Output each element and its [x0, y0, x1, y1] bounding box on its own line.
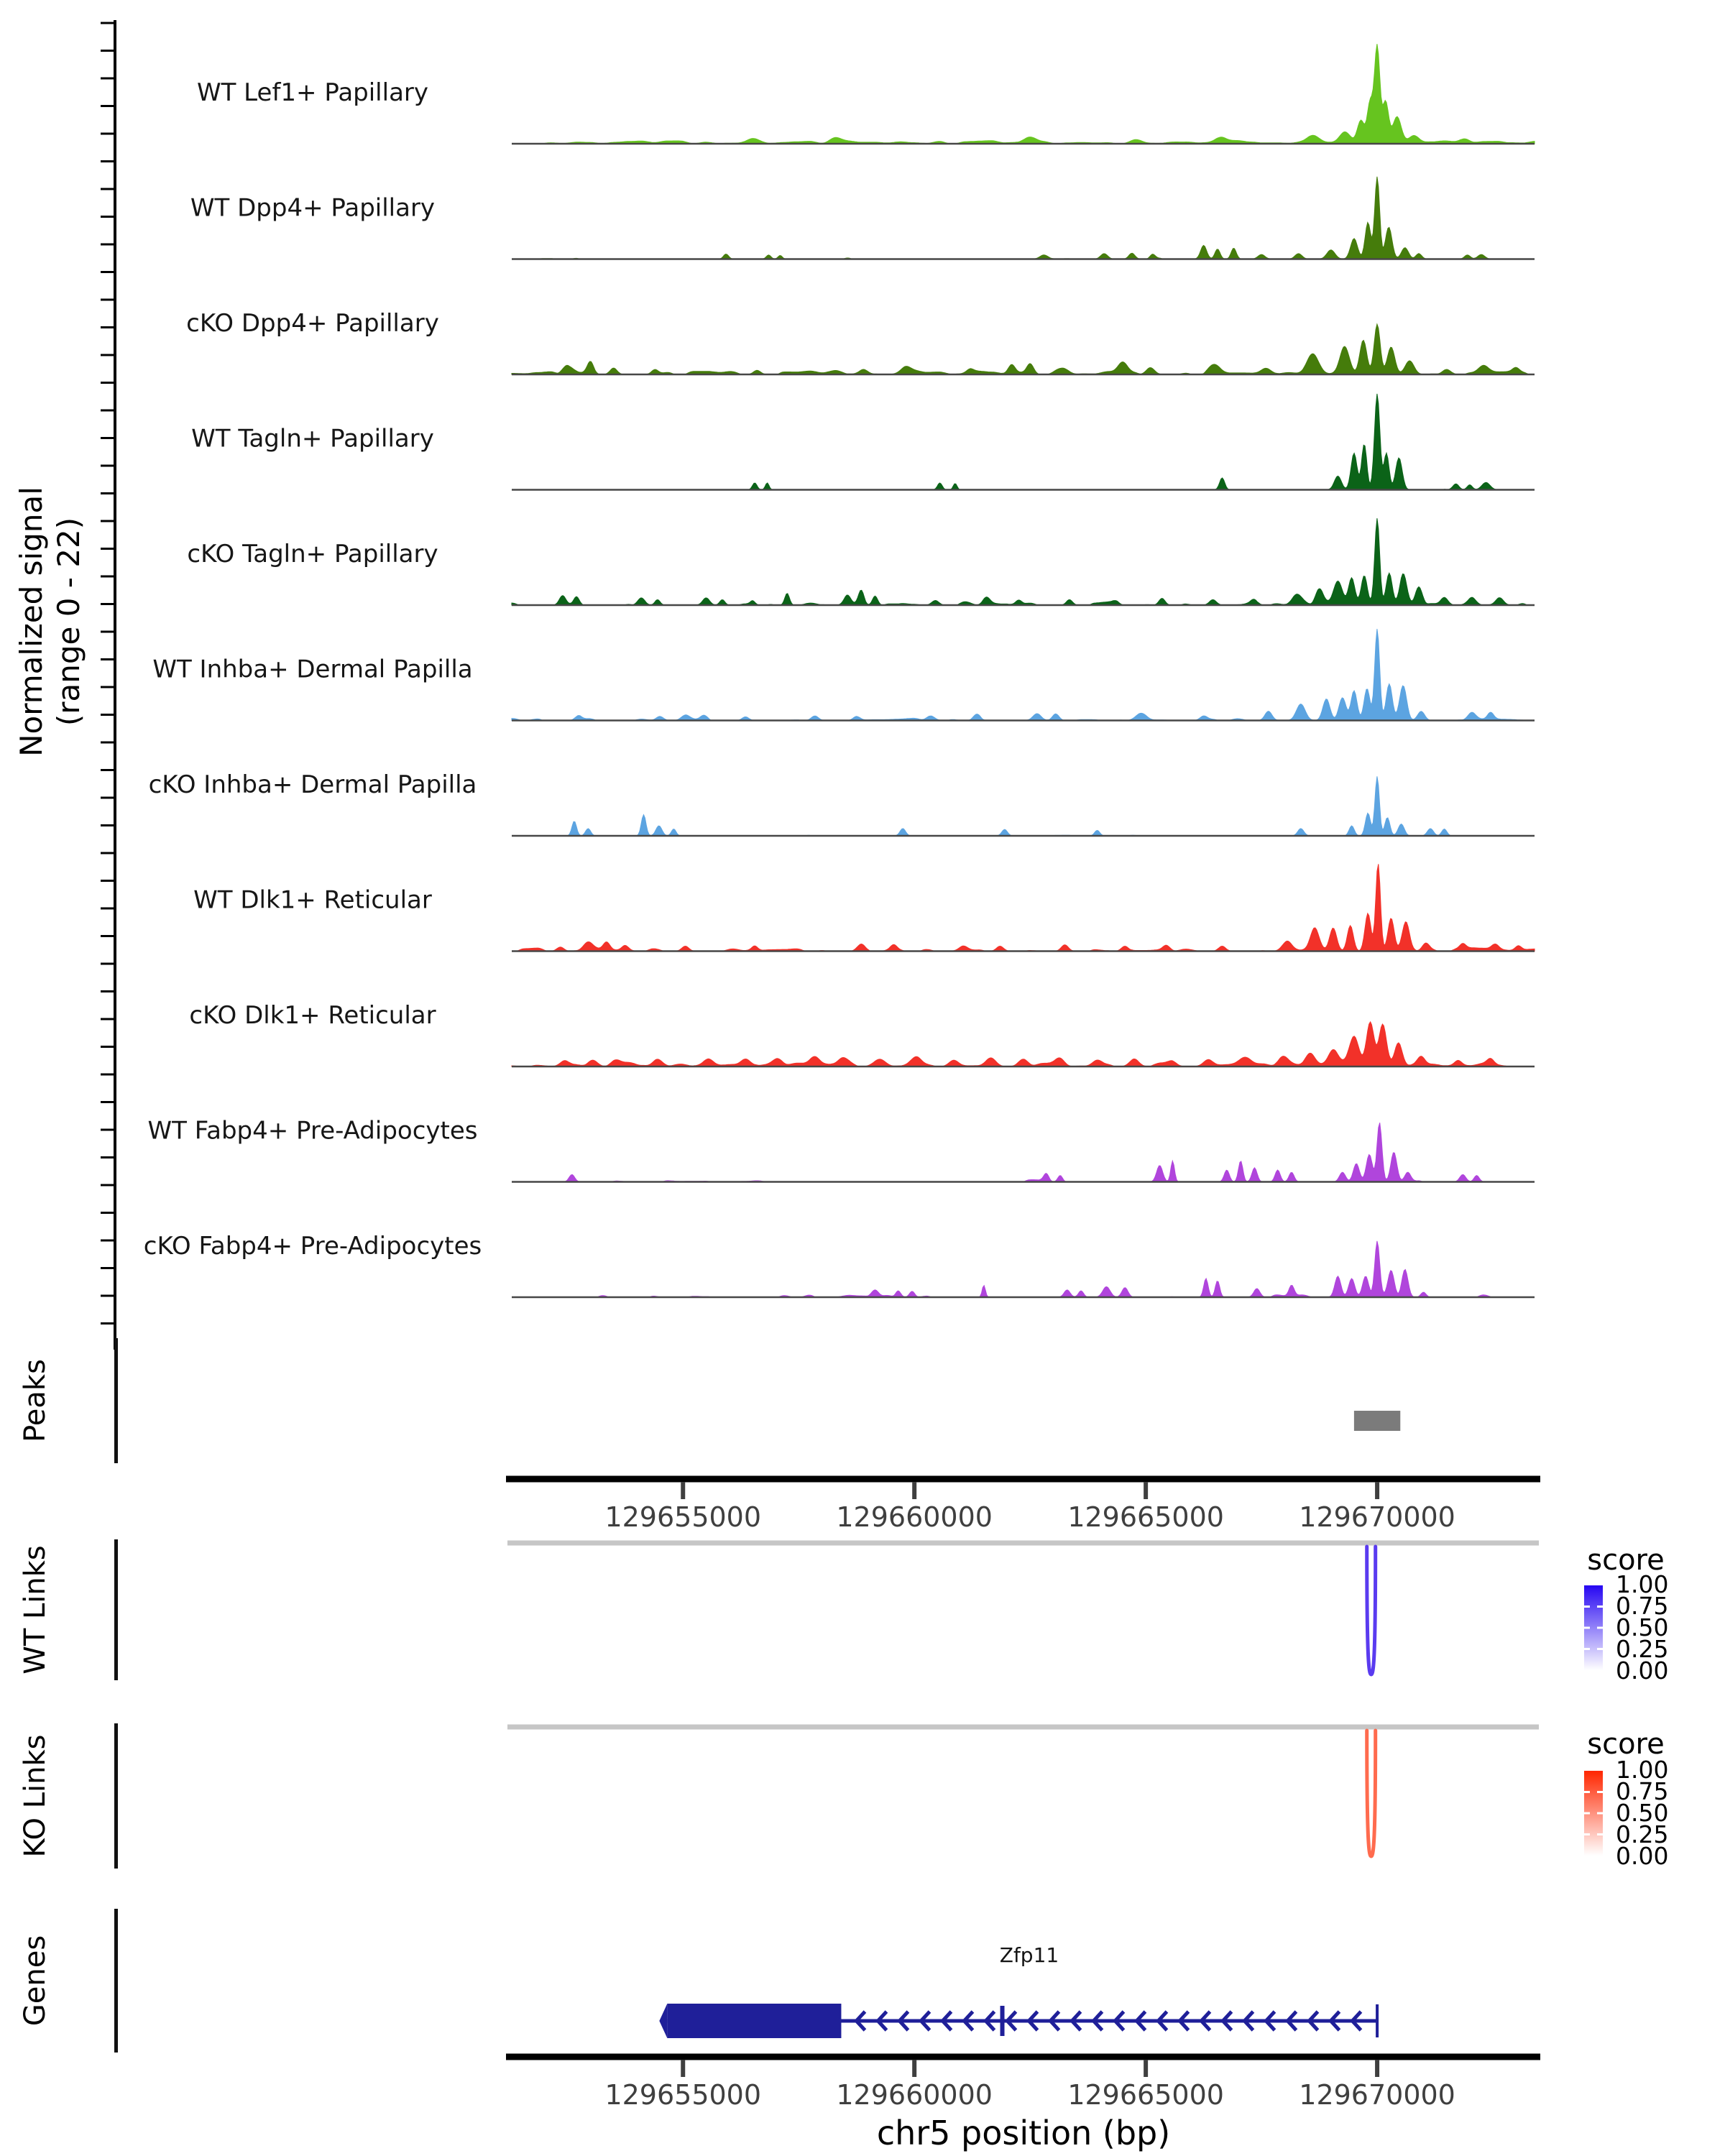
track-label-1: WT Lef1+ Papillary: [196, 78, 429, 107]
peak-interval-box: [1354, 1411, 1400, 1431]
wt-score-legend-tick-label: 0.75: [1616, 1592, 1669, 1620]
x-axis-lower-group: [506, 2054, 1540, 2111]
x-axis-tick-label: 129655000: [604, 2079, 762, 2111]
track-label-11: cKO Fabp4+ Pre-Adipocytes: [143, 1232, 482, 1261]
wt-score-legend-tick-label: 0.50: [1616, 1613, 1669, 1641]
wt-score-legend-bar-tick: [1584, 1606, 1590, 1608]
ko-score-legend-bar-tick: [1597, 1812, 1603, 1815]
track-label-5: cKO Tagln+ Papillary: [187, 540, 438, 568]
track-label-10: WT Fabp4+ Pre-Adipocytes: [147, 1116, 478, 1146]
ko-links-link-spike: [1367, 1731, 1376, 1856]
ko-score-legend-bar-tick: [1597, 1791, 1603, 1793]
ko-score-legend-tick-label: 0.00: [1616, 1842, 1669, 1870]
x-axis-tick-label: 129660000: [836, 1501, 993, 1533]
x-axis-upper-group: [506, 1476, 1540, 1534]
x-axis-label: chr5 position (bp): [876, 2114, 1171, 2152]
y-axis-spine-group: [101, 20, 115, 1350]
gene-small-exon-tick: [1000, 2006, 1005, 2036]
ko-links-group: [507, 1727, 1539, 1856]
track-label-6: WT Inhba+ Dermal Papilla: [152, 655, 473, 684]
signal-area-9: [512, 1022, 1535, 1067]
signal-area-4: [512, 394, 1535, 490]
track-label-2: WT Dpp4+ Papillary: [190, 193, 436, 223]
gene-tss-bar: [1376, 2004, 1379, 2037]
signal-area-5: [512, 518, 1535, 605]
wt-links-group: [507, 1543, 1539, 1674]
gene-model-group: [659, 2004, 1379, 2038]
x-axis-line: [506, 1476, 1540, 1483]
ko-score-legend-bar-tick: [1584, 1812, 1590, 1815]
wt-score-legend-group: [1584, 1570, 1668, 1685]
ko-score-legend-title: score: [1587, 1728, 1665, 1761]
wt-score-legend-bar-tick: [1597, 1648, 1603, 1650]
track-label-3: cKO Dpp4+ Papillary: [186, 309, 439, 338]
gene-exon-left-tip: [659, 2004, 667, 2038]
track-label-7: cKO Inhba+ Dermal Papilla: [148, 770, 477, 799]
wt-score-legend-tick-label: 1.00: [1616, 1570, 1669, 1598]
track-label-9: cKO Dlk1+ Reticular: [189, 1001, 436, 1030]
signal-area-2: [512, 177, 1535, 259]
ko-links-section-label: KO Links: [19, 1734, 52, 1858]
x-axis-tick-label: 129655000: [604, 1501, 762, 1533]
gene-name-label: Zfp11: [999, 1943, 1059, 1967]
x-axis-tick-label: 129665000: [1067, 1501, 1224, 1533]
wt-score-legend-bar-tick: [1584, 1627, 1590, 1629]
x-axis-line: [506, 2054, 1540, 2060]
track-label-4: WT Tagln+ Papillary: [191, 424, 434, 453]
signal-tracks-group: [144, 44, 1535, 1297]
wt-score-legend-bar-tick: [1597, 1627, 1603, 1629]
wt-score-legend-tick-label: 0.00: [1616, 1657, 1669, 1685]
signal-area-6: [512, 629, 1535, 720]
gene-exon-box: [667, 2004, 841, 2038]
signal-area-11: [512, 1241, 1535, 1297]
ko-score-legend-bar-tick: [1597, 1833, 1603, 1835]
peaks-section-label: Peaks: [19, 1359, 52, 1442]
y-axis-label-line1: Normalized signal: [14, 487, 49, 757]
wt-links-section-label: WT Links: [19, 1545, 52, 1674]
signal-area-3: [512, 324, 1535, 374]
genes-section-label: Genes: [19, 1935, 52, 2027]
y-axis-label-line2: (range 0 - 22): [51, 517, 86, 727]
wt-score-legend-tick-label: 0.25: [1616, 1635, 1669, 1663]
ko-score-legend-tick-label: 0.75: [1616, 1777, 1669, 1805]
x-axis-tick-label: 129670000: [1299, 1501, 1455, 1533]
signal-area-7: [512, 776, 1535, 836]
ko-score-legend-group: [1584, 1756, 1668, 1870]
x-axis-tick-label: 129660000: [836, 2079, 993, 2111]
signal-area-1: [512, 44, 1535, 144]
x-axis-tick-label: 129665000: [1067, 2079, 1224, 2111]
peaks-track-group: [1354, 1411, 1400, 1431]
ko-score-legend-bar-tick: [1584, 1791, 1590, 1793]
ko-score-legend-tick-label: 1.00: [1616, 1756, 1669, 1784]
signal-area-8: [512, 864, 1535, 951]
ko-score-legend-tick-label: 0.25: [1616, 1820, 1669, 1848]
wt-links-link-spike: [1367, 1547, 1376, 1674]
wt-score-legend-title: score: [1587, 1544, 1665, 1577]
wt-score-legend-bar-tick: [1597, 1606, 1603, 1608]
ko-score-legend-bar-tick: [1584, 1833, 1590, 1835]
wt-score-legend-bar-tick: [1584, 1648, 1590, 1650]
x-axis-tick-label: 129670000: [1299, 2079, 1455, 2111]
track-label-8: WT Dlk1+ Reticular: [193, 885, 432, 915]
ko-score-legend-tick-label: 0.50: [1616, 1799, 1669, 1827]
signal-area-10: [512, 1123, 1535, 1181]
